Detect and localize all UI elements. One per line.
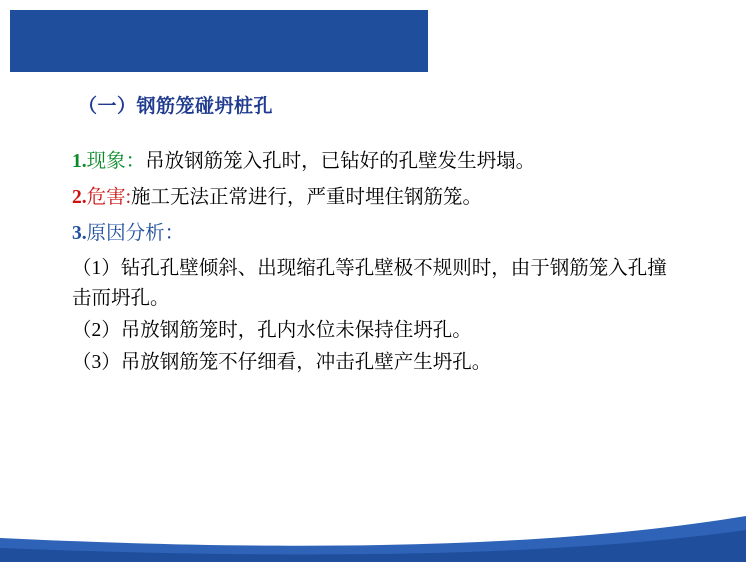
list-item (72, 146, 672, 177)
cause-paragraph: （1）钻孔孔壁倾斜、出现缩孔等孔壁极不规则时，由于钢筋笼入孔撞击而坍孔。 (72, 258, 667, 309)
slide-content (0, 92, 746, 380)
item-number: 3. (72, 223, 87, 244)
item-number: 2. (72, 187, 87, 208)
cause-paragraph: （2）吊放钢筋笼时，孔内水位未保持住坍孔。 (72, 320, 472, 341)
bottom-decoration (0, 500, 746, 562)
item-label: 原因分析： (86, 223, 185, 244)
list-item (72, 218, 672, 249)
item-label: 现象： (86, 151, 146, 172)
body-block (72, 146, 672, 378)
page-title: （一）钢筋笼碰坍桩孔 (78, 96, 274, 117)
list-item (72, 182, 672, 213)
cause-paragraph: （3）吊放钢筋笼不仔细看，冲击孔壁产生坍孔。 (72, 352, 492, 373)
item-text: 施工无法正常进行，严重时埋住钢筋笼。 (131, 187, 483, 208)
item-text: 吊放钢筋笼入孔时，已钻好的孔壁发生坍塌。 (145, 151, 536, 172)
title-banner (10, 10, 428, 72)
item-label: 危害: (86, 187, 132, 208)
item-number: 1. (72, 151, 87, 172)
